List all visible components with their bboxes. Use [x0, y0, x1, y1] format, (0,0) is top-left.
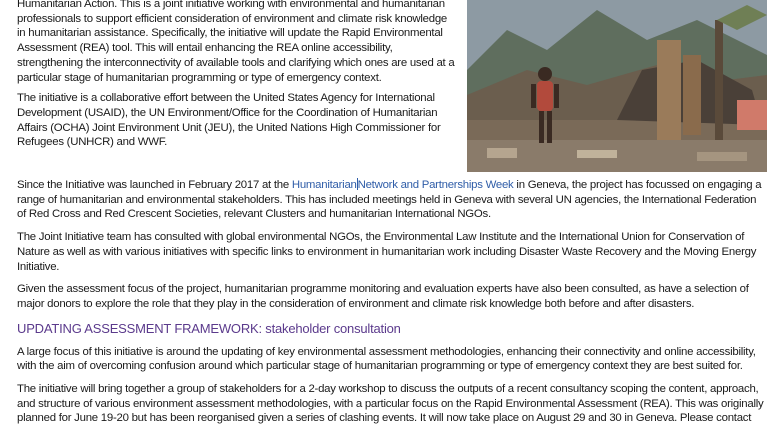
disaster-photo-illustration: [467, 0, 767, 172]
intro-text: [17, 0, 457, 150]
launch-paragraph: [17, 178, 767, 222]
launch-text-after: in Geneva, the project has focussed on engaging a range of humanitarian and environmental stakeholders. This has included meetings held in Geneva with several UN agencies, the International Federation of Red Cross and Red Crescent Societies, relevant Clusters and humanitarian International NGOs.: [17, 179, 762, 221]
workshop-paragraph: The initiative will bring together a group of stakeholders for a 2-day workshop to discuss the outputs of a recent consultancy scoping the content, approach, and structure of various environment assessment methodologies, with a particular focus on the Rapid Environmental Assessment (REA). This was originally planned for June 19-20 but has been reorganised given a series of clashing events. It will now take place on August 29 and 30 in Geneva. Please contact: [17, 383, 764, 425]
ngos-paragraph: The Joint Initiative team has consulted with global environmental NGOs, the Environmental Law Institute and the International Union for Conservation of Nature as well as with various initiatives with specific links to environment in humanitarian work including Disaster Waste Recovery and the Moving Energy Initiative.: [17, 231, 757, 273]
link-part-2: Network and Partnerships Week: [357, 179, 514, 191]
intro-row: [17, 0, 767, 176]
focus-paragraph: A large focus of this initiative is around the updating of key environmental assessment methodologies, enhancing their connectivity and online accessibility, with the aim of overcoming confusion around which particular stage of humanitarian programming or type of emergency context they are best suited for.: [17, 345, 756, 373]
intro-paragraph-1: Humanitarian Action. This is a joint initiative working with environmental and humanitarian professionals to support efficient consideration of environment and climate risk knowledge in humanitarian assistance. Specifically, the initiative will update the Rapid Environmental Assessment (REA) tool. This will entail enhancing the REA online accessibility, strengthening the interconnectivity of available tools and clarifying which ones are used at a particular stage of humanitarian programming or type of emergency context.: [17, 0, 455, 84]
humanitarian-network-link[interactable]: [292, 179, 514, 191]
article-body: [17, 178, 767, 426]
article: [17, 0, 767, 426]
disaster-photo: [467, 0, 767, 172]
donors-paragraph: Given the assessment focus of the project, humanitarian programme monitoring and evaluation experts have also been consulted, as have a selection of major donors to explore the role that they play in the consideration of environment and climate risk knowledge both before and after disasters.: [17, 283, 749, 310]
section-heading: UPDATING ASSESSMENT FRAMEWORK: stakeholder consultation: [17, 320, 401, 336]
launch-text-before: Since the Initiative was launched in February 2017 at the: [17, 179, 292, 191]
link-part-1: Humanitarian: [291, 179, 357, 191]
intro-paragraph-2: The initiative is a collaborative effort between the United States Agency for International Development (USAID), the UN Environment/Office for the Coordination of Humanitarian Affairs (OCHA) Joint Environment Unit (JEU), the United Nations High Commissioner for Refugees (UNHCR) and WWF.: [17, 92, 441, 149]
